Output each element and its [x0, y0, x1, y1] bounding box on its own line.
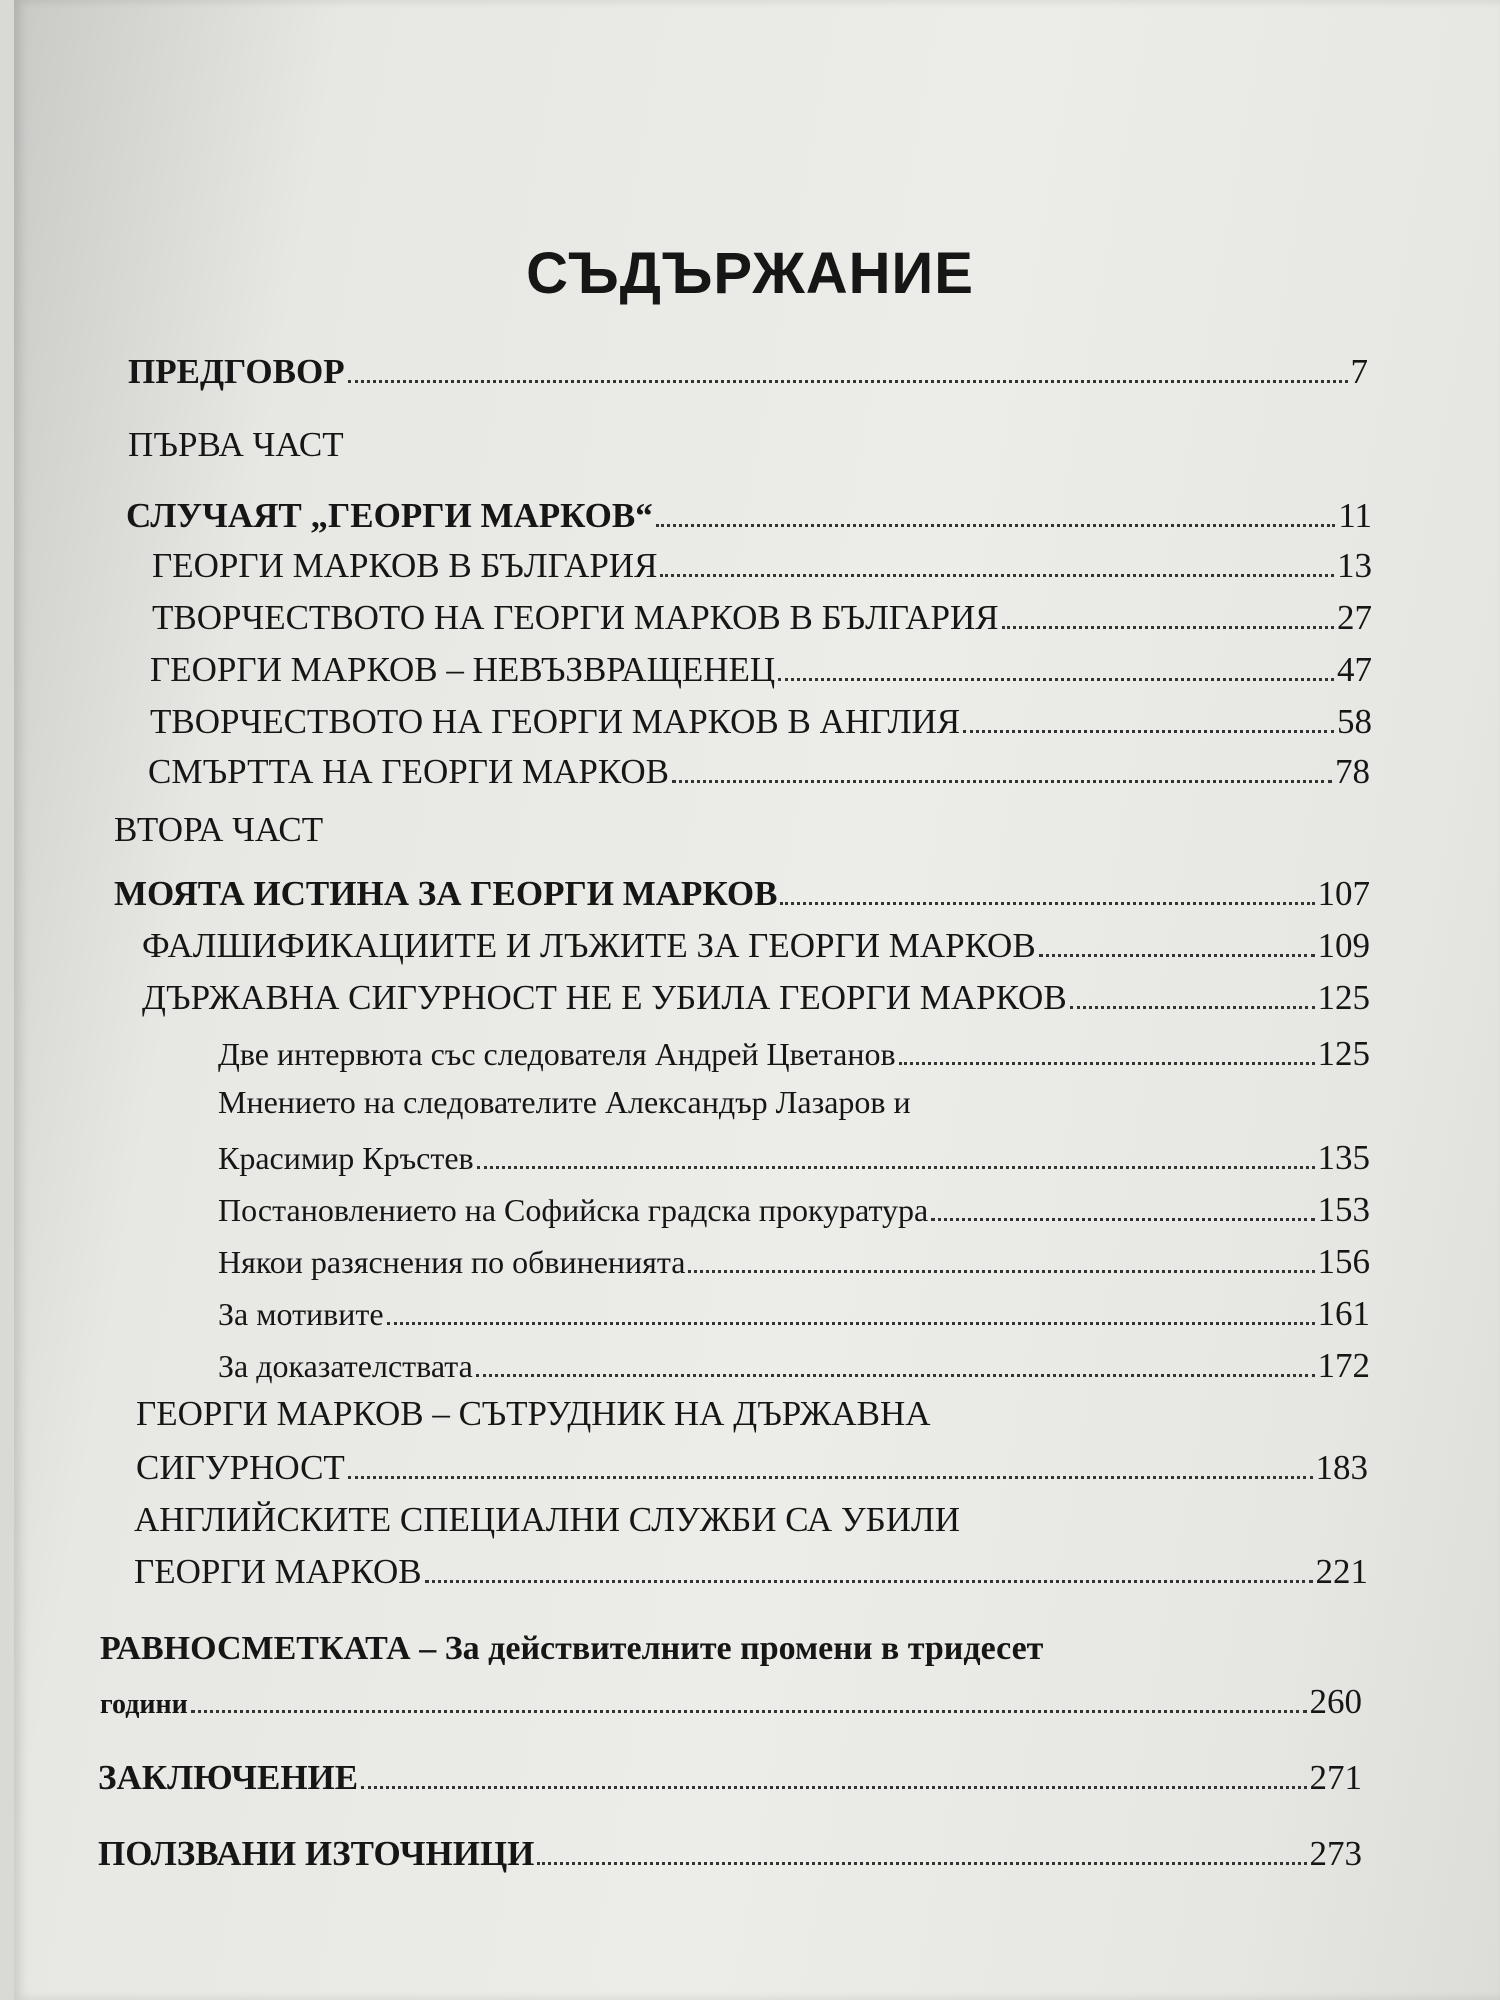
toc-entry-label: За доказателствата	[218, 1348, 473, 1384]
dot-leader	[476, 1372, 1315, 1377]
toc-entry-label: ГЕОРГИ МАРКОВ	[134, 1552, 422, 1591]
toc-entry-label: СЛУЧАЯТ „ГЕОРГИ МАРКОВ“	[126, 496, 653, 535]
toc-entry-label: СИГУРНОСТ	[136, 1448, 345, 1487]
toc-entry-label: Две интервюта със следователя Андрей Цветанов	[218, 1036, 896, 1072]
toc-entry-label: ФАЛШИФИКАЦИИТЕ И ЛЪЖИТЕ ЗА ГЕОРГИ МАРКОВ	[142, 926, 1036, 965]
toc-page-number: 161	[1317, 1294, 1370, 1333]
toc-entry	[142, 978, 1370, 1018]
toc-entry-label: Някои разяснения по обвиненията	[218, 1244, 686, 1280]
toc-entry-preface	[128, 352, 1368, 392]
toc-page-number: 13	[1337, 546, 1372, 585]
dot-leader	[780, 900, 1314, 905]
toc-page-number: 47	[1337, 650, 1372, 689]
toc-page-number: 135	[1317, 1138, 1370, 1177]
toc-entry	[148, 752, 1370, 792]
part-two-heading: ВТОРА ЧАСТ	[114, 810, 324, 849]
toc-entry-balance	[100, 1682, 1362, 1722]
toc-page-number: 109	[1317, 926, 1370, 965]
toc-page-number: 125	[1317, 978, 1370, 1017]
toc-entry	[136, 1448, 1368, 1488]
toc-entry-label: ГЕОРГИ МАРКОВ В БЪЛГАРИЯ	[152, 546, 658, 585]
dot-leader	[1039, 952, 1315, 957]
dot-leader	[688, 1268, 1314, 1273]
dot-leader	[672, 778, 1332, 783]
dot-leader	[348, 1474, 1313, 1479]
toc-entry-line1: ГЕОРГИ МАРКОВ – СЪТРУДНИК НА ДЪРЖАВНА	[136, 1394, 931, 1433]
toc-entry-label: ГЕОРГИ МАРКОВ – НЕВЪЗВРАЩЕНЕЦ	[150, 650, 776, 689]
dot-leader	[1070, 1004, 1315, 1009]
toc-entry-label: ТВОРЧЕСТВОТО НА ГЕОРГИ МАРКОВ В АНГЛИЯ	[150, 702, 961, 741]
toc-entry	[150, 702, 1372, 742]
dot-leader	[660, 572, 1334, 577]
toc-entry-label: СМЪРТТА НА ГЕОРГИ МАРКОВ	[148, 752, 669, 791]
toc-entry-part-one-title	[126, 496, 1372, 536]
toc-entry	[152, 598, 1372, 638]
toc-subentry-line1: Мнението на следователите Александър Лазаров и	[218, 1084, 911, 1120]
dot-leader	[387, 1320, 1315, 1325]
toc-entry-label: ТВОРЧЕСТВОТО НА ГЕОРГИ МАРКОВ В БЪЛГАРИЯ	[152, 598, 999, 637]
toc-page-number: 153	[1317, 1190, 1370, 1229]
toc-page-number: 221	[1315, 1552, 1368, 1591]
toc-subentry	[218, 1034, 1370, 1074]
toc-page-number: 27	[1337, 598, 1372, 637]
dot-leader	[537, 1860, 1306, 1865]
toc-page-number: 58	[1337, 702, 1372, 741]
toc-entry-label: Красимир Кръстев	[218, 1140, 474, 1176]
toc-entry	[134, 1552, 1368, 1592]
dot-leader	[931, 1216, 1314, 1221]
toc-page-number: 107	[1317, 874, 1370, 913]
toc-entry-label: ПРЕДГОВОР	[128, 352, 345, 391]
toc-page-number: 156	[1317, 1242, 1370, 1281]
toc-page-number: 11	[1338, 496, 1372, 535]
dot-leader	[656, 522, 1336, 527]
dot-leader	[348, 378, 1348, 383]
toc-page-number: 183	[1315, 1448, 1368, 1487]
toc-page-number: 125	[1317, 1034, 1370, 1073]
dot-leader	[361, 1784, 1306, 1789]
toc-entry-label: години	[100, 1689, 188, 1720]
toc-entry	[152, 546, 1372, 586]
toc-entry-part-two-title	[114, 874, 1370, 914]
toc-entry-label: ПОЛЗВАНИ ИЗТОЧНИЦИ	[98, 1834, 535, 1873]
dot-leader	[477, 1164, 1315, 1169]
part-one-heading: ПЪРВА ЧАСТ	[128, 425, 344, 464]
toc-entry-line1: РАВНОСМЕТКАТА – За действителните промени в тридесет	[100, 1630, 1044, 1667]
dot-leader	[778, 676, 1334, 681]
dot-leader	[899, 1060, 1315, 1065]
toc-subentry	[218, 1190, 1370, 1230]
dot-leader	[1002, 624, 1334, 629]
toc-entry	[142, 926, 1370, 966]
toc-entry	[150, 650, 1372, 690]
toc-page-number: 273	[1309, 1834, 1362, 1873]
toc-entry-sources	[98, 1834, 1362, 1874]
toc-entry-conclusion	[98, 1758, 1362, 1798]
toc-page-number: 78	[1335, 752, 1370, 791]
toc-entry-line1: АНГЛИЙСКИТЕ СПЕЦИАЛНИ СЛУЖБИ СА УБИЛИ	[134, 1500, 961, 1539]
toc-page-number: 271	[1309, 1758, 1362, 1797]
toc-page-number: 7	[1350, 352, 1368, 391]
toc-entry-label: Постановлението на Софийска градска прокуратура	[218, 1192, 929, 1228]
toc-page-number: 260	[1309, 1682, 1362, 1721]
dot-leader	[425, 1578, 1313, 1583]
toc-subentry	[218, 1346, 1370, 1386]
toc-subentry	[218, 1242, 1370, 1282]
toc-entry-label: ДЪРЖАВНА СИГУРНОСТ НЕ Е УБИЛА ГЕОРГИ МАРКОВ	[142, 978, 1067, 1017]
toc-page-number: 172	[1317, 1346, 1370, 1385]
page-title: СЪДЪРЖАНИЕ	[526, 241, 974, 306]
toc-entry-label: МОЯТА ИСТИНА ЗА ГЕОРГИ МАРКОВ	[114, 874, 778, 913]
toc-entry-label: ЗАКЛЮЧЕНИЕ	[98, 1758, 359, 1797]
dot-leader	[191, 1708, 1307, 1713]
dot-leader	[963, 728, 1334, 733]
toc-entry-label: За мотивите	[218, 1296, 384, 1332]
toc-subentry	[218, 1138, 1370, 1178]
toc-subentry	[218, 1294, 1370, 1334]
